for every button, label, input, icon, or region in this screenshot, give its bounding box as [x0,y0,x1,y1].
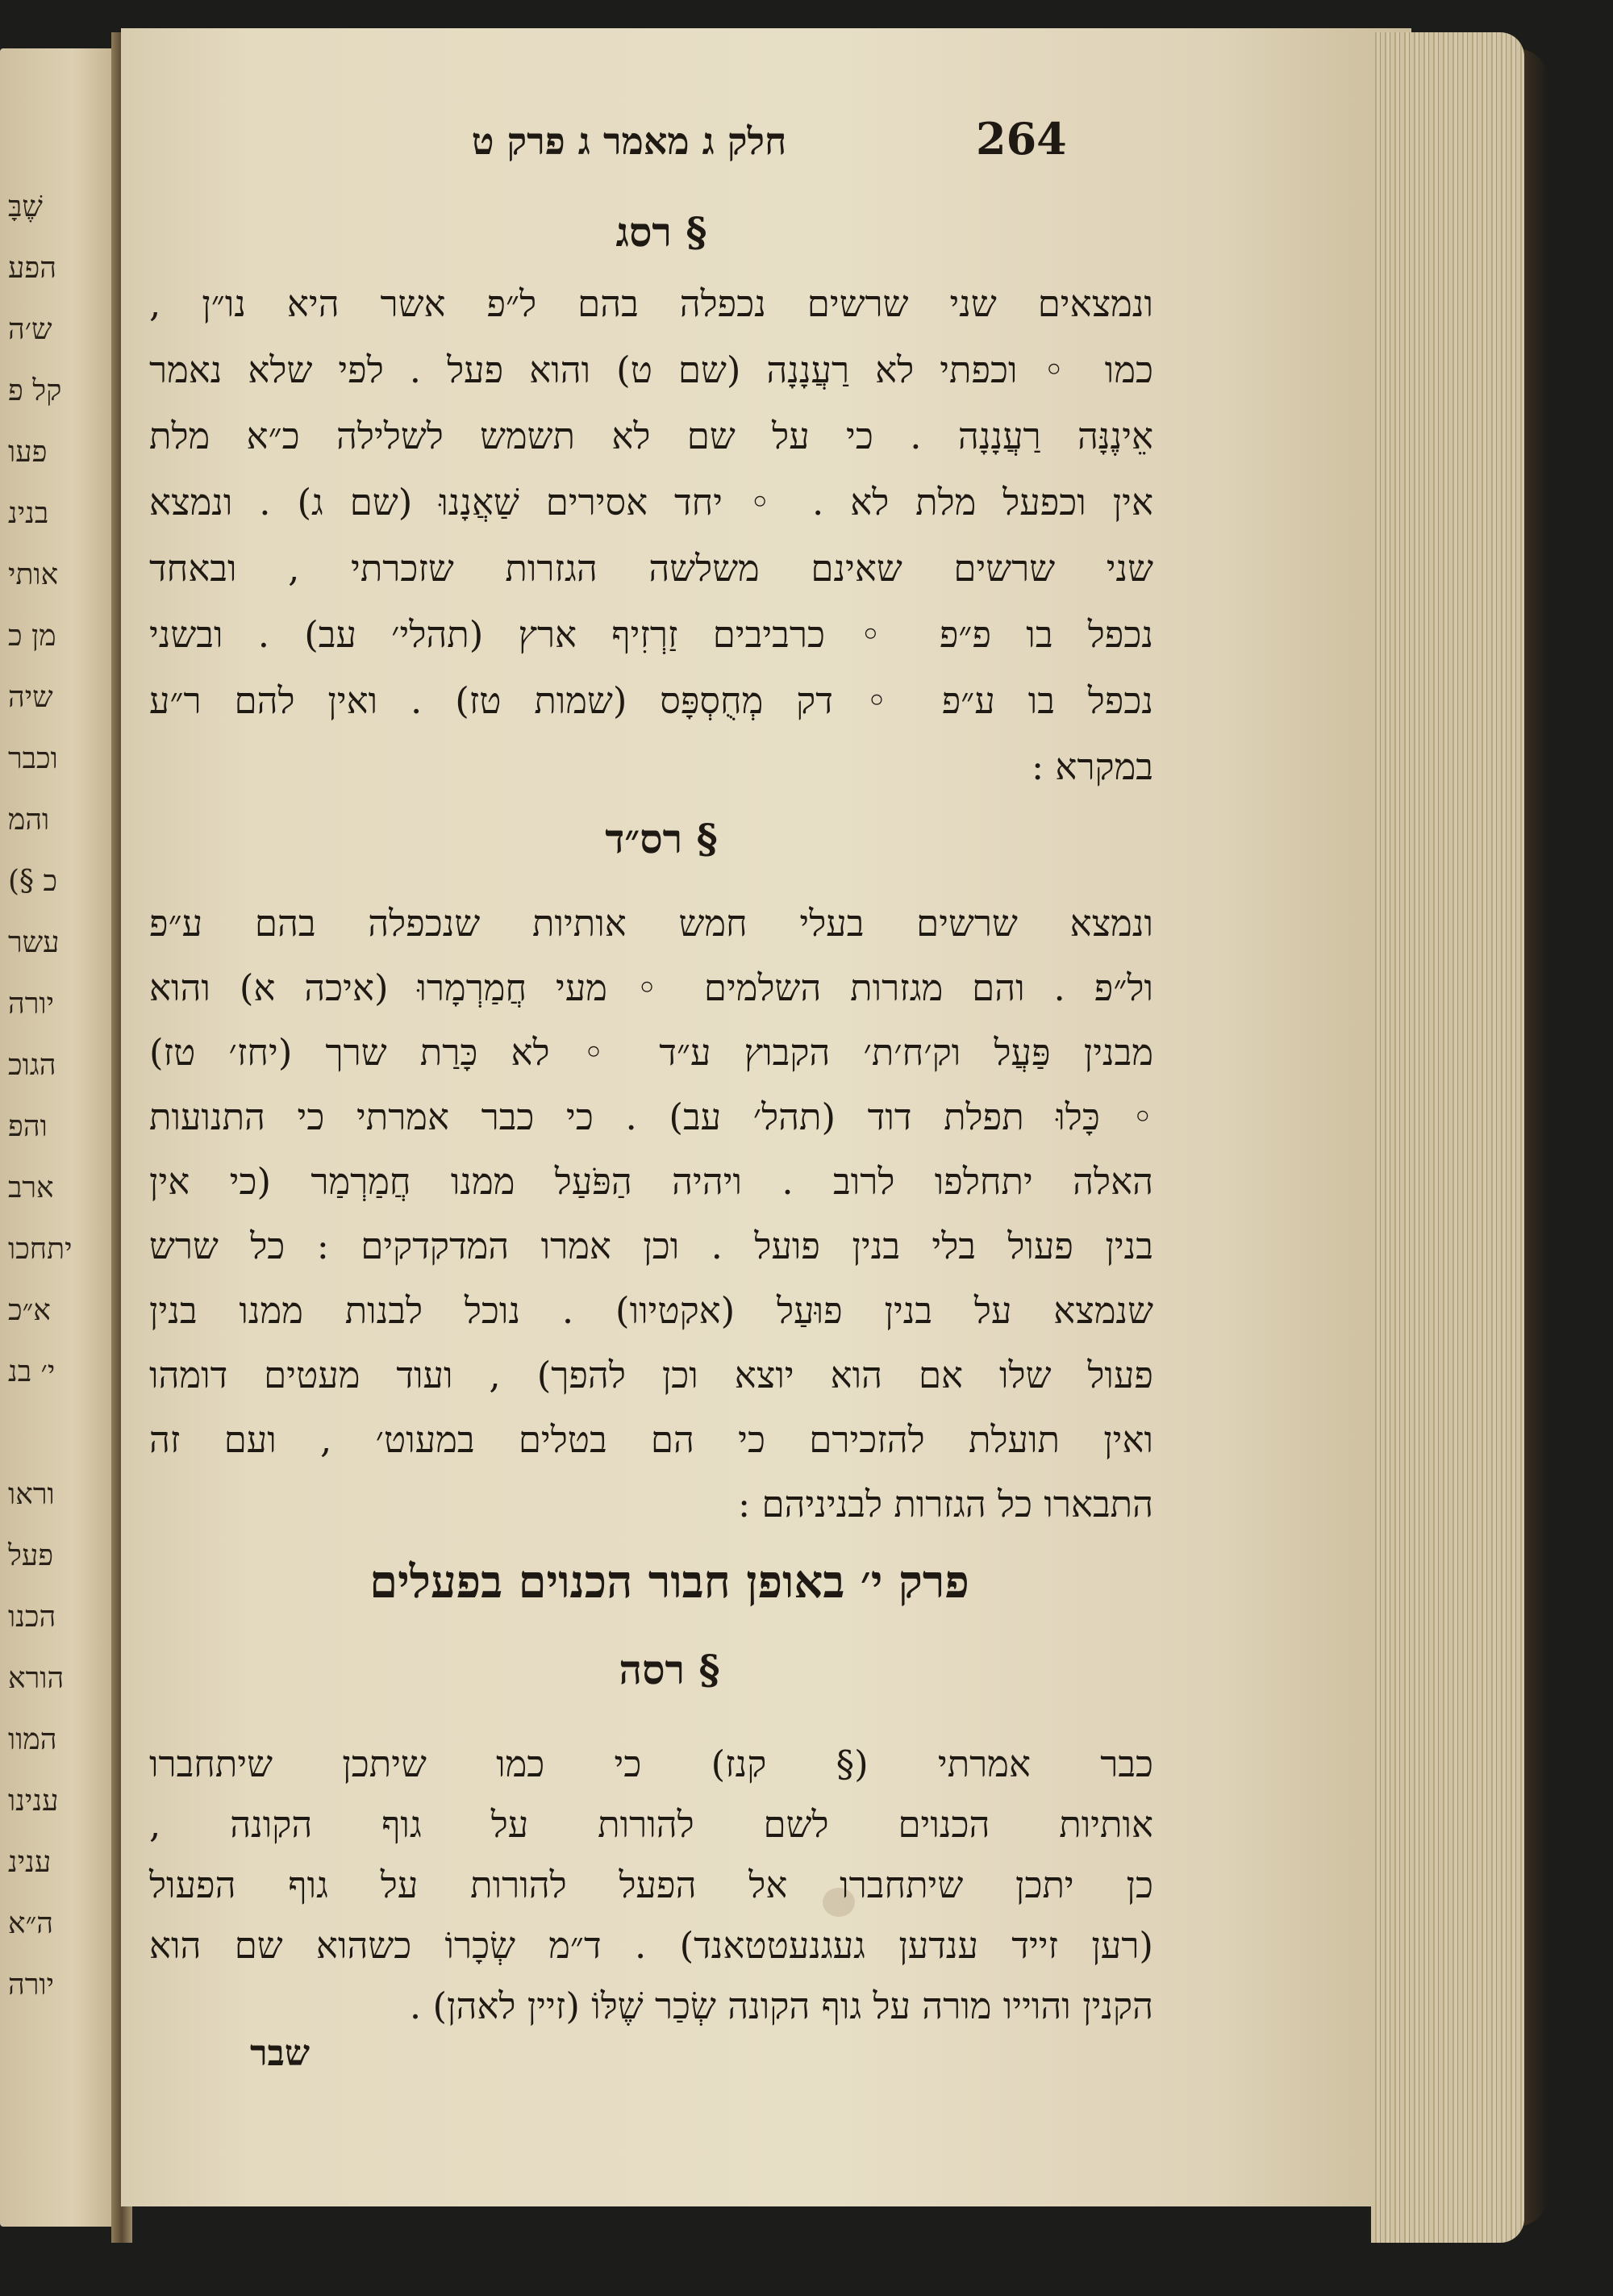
text-line: ונמצאים שני שרשים נכפלה בהם ל״פ אשר היא נו״ן , [149,282,1153,325]
section-heading-263: § רסג [615,208,707,256]
left-page-fragment: המוו [8,1723,57,1756]
left-page-fragment: ארב [8,1171,54,1204]
left-page-fragment: א״כ [8,1294,51,1327]
left-page [0,48,121,2227]
page-number: 264 [976,113,1067,165]
left-page-fragment: ה״א [8,1907,53,1940]
text-line: אותיות הכנוים לשם להורות על גוף הקונה , [149,1803,1153,1846]
left-page-fragment: בנינ [8,497,49,530]
left-page-fragment: והפ [8,1110,48,1143]
text-line: הקנין והוייו מורה על גוף הקונה שְׂכַר שֶׁלּוֹ (זיין לאהן) . [409,1985,1153,2027]
left-page-fragment: הגוכ [8,1049,56,1082]
text-line: במקרא : [1031,745,1153,788]
section-heading-265: § רסה [619,1646,720,1693]
left-page-fragment: עשר [8,926,60,959]
catchword: שבר [250,2033,310,2074]
text-line: פעול שלו אם הוא יוצא וכן להפך) , ועוד מעטים דומהו [149,1354,1153,1396]
text-line: (רען זייד ענדען געגנעטטאנד) . ד״מ שְׂכָרוֹ כשהוא שם הוא [149,1924,1153,1967]
text-line: ול״פ . והם מגזרות השלמים ◦ מעי חֲמַרְמָרוּ (איכה א) והוא [149,966,1153,1009]
left-page-fragment: הכנו [8,1601,56,1634]
left-page-fragment: פעו [8,436,48,469]
left-page-fragment: וכבר [8,742,58,775]
left-page-fragment: שיה [8,681,53,714]
text-line: אֵינֶנָּה רַעֲנָנָה . כי על שם לא תשמש לשלילה כ״א מלת [149,415,1153,457]
text-line: כמו ◦ וכפתי לא רַעֲנָנָה (שם ט) והוא פעל . לפי שלא נאמר [149,349,1153,391]
text-line: ואין תועלת להזכירם כי הם בטלים במעוט׳ , ועם זה [149,1418,1153,1461]
chapter-heading: פרק י׳ באופן חבור הכנוים בפעלים [369,1555,969,1609]
text-line: האלה יתחלפו לרוב . ויהיה הַפֹּעַל ממנו חֲמַרְמַר (כי אין [149,1160,1153,1203]
left-page-fragment: ענינ [8,1846,52,1879]
text-line: מבנין פַּעֲל וק׳ח׳ת׳ הקבוץ ע״ד ◦ לא כָּרַת שרך (יחז׳ טז) [149,1031,1153,1074]
left-page-fragment: הפע [8,252,56,285]
left-page-fragment: יורה [8,987,55,1021]
left-page-fragment: אותי [8,558,59,591]
text-line: בנין פעול בלי בנין פועל . וכן אמרו המדקדקים : כל שרש [149,1225,1153,1267]
page-fore-edge [1371,32,1524,2243]
left-page-fragment: יתחכו [8,1233,73,1266]
left-page-fragment: יורה [8,1968,55,2002]
text-line: ◦ כָּלוּ תפלת דוד (תהל׳ עב) . כי כבר אמרתי כי התנועות [149,1096,1153,1138]
left-page-fragment: מן כ [8,620,56,653]
left-page-fragment: שֶׁבָּ [8,190,43,223]
left-page-fragment: י׳ בנ [8,1355,56,1388]
left-page-fragment: הורא [8,1662,65,1695]
left-page-fragment: ענינו [8,1785,59,1818]
text-line: שנמצא על בנין פוּעַל (אקטיוו) . נוכל לבנות ממנו בנין [149,1289,1153,1332]
text-line: אין וכפעל מלת לא . ◦ יחד אסירים שַׁאֲנָנוּ (שם ג) . ונמצא [149,481,1153,524]
running-head: חלק ג מאמר ג פרק ט [471,119,787,163]
text-line: התבארו כל הגזרות לבניניהם : [738,1483,1153,1526]
text-line: נכפל בו פ״פ ◦ כרביבים זַרְזִיף ארץ (תהלי׳ עב) . ובשני [149,613,1153,656]
left-page-fragment: פעל [8,1539,54,1572]
left-page-fragment: קל פ [8,374,62,407]
text-line: שני שרשים שאינם משלשה הגזרות שזכרתי , ובאחד [149,547,1153,590]
section-heading-264: § רס״ד [605,815,718,862]
text-line: ונמצא שרשים בעלי חמש אותיות שנכפלה בהם ע״פ [149,902,1153,945]
left-page-fragment: (§ כ [8,865,58,898]
text-line: נכפל בו ע״פ ◦ דק מְחֻסְפָּס (שמות טז) . ואין להם ר״ע [149,679,1153,722]
left-page-fragment: והמ [8,804,50,837]
left-page-fragment: וראו [8,1478,55,1511]
text-line: כבר אמרתי (§ קנז) כי כמו שיתכן שיתחברו [149,1743,1153,1785]
left-page-fragment: ש׳ה [8,313,52,346]
text-line: כן יתכן שיתחברו אל הפעל להורות על גוף הפעול [149,1864,1153,1906]
